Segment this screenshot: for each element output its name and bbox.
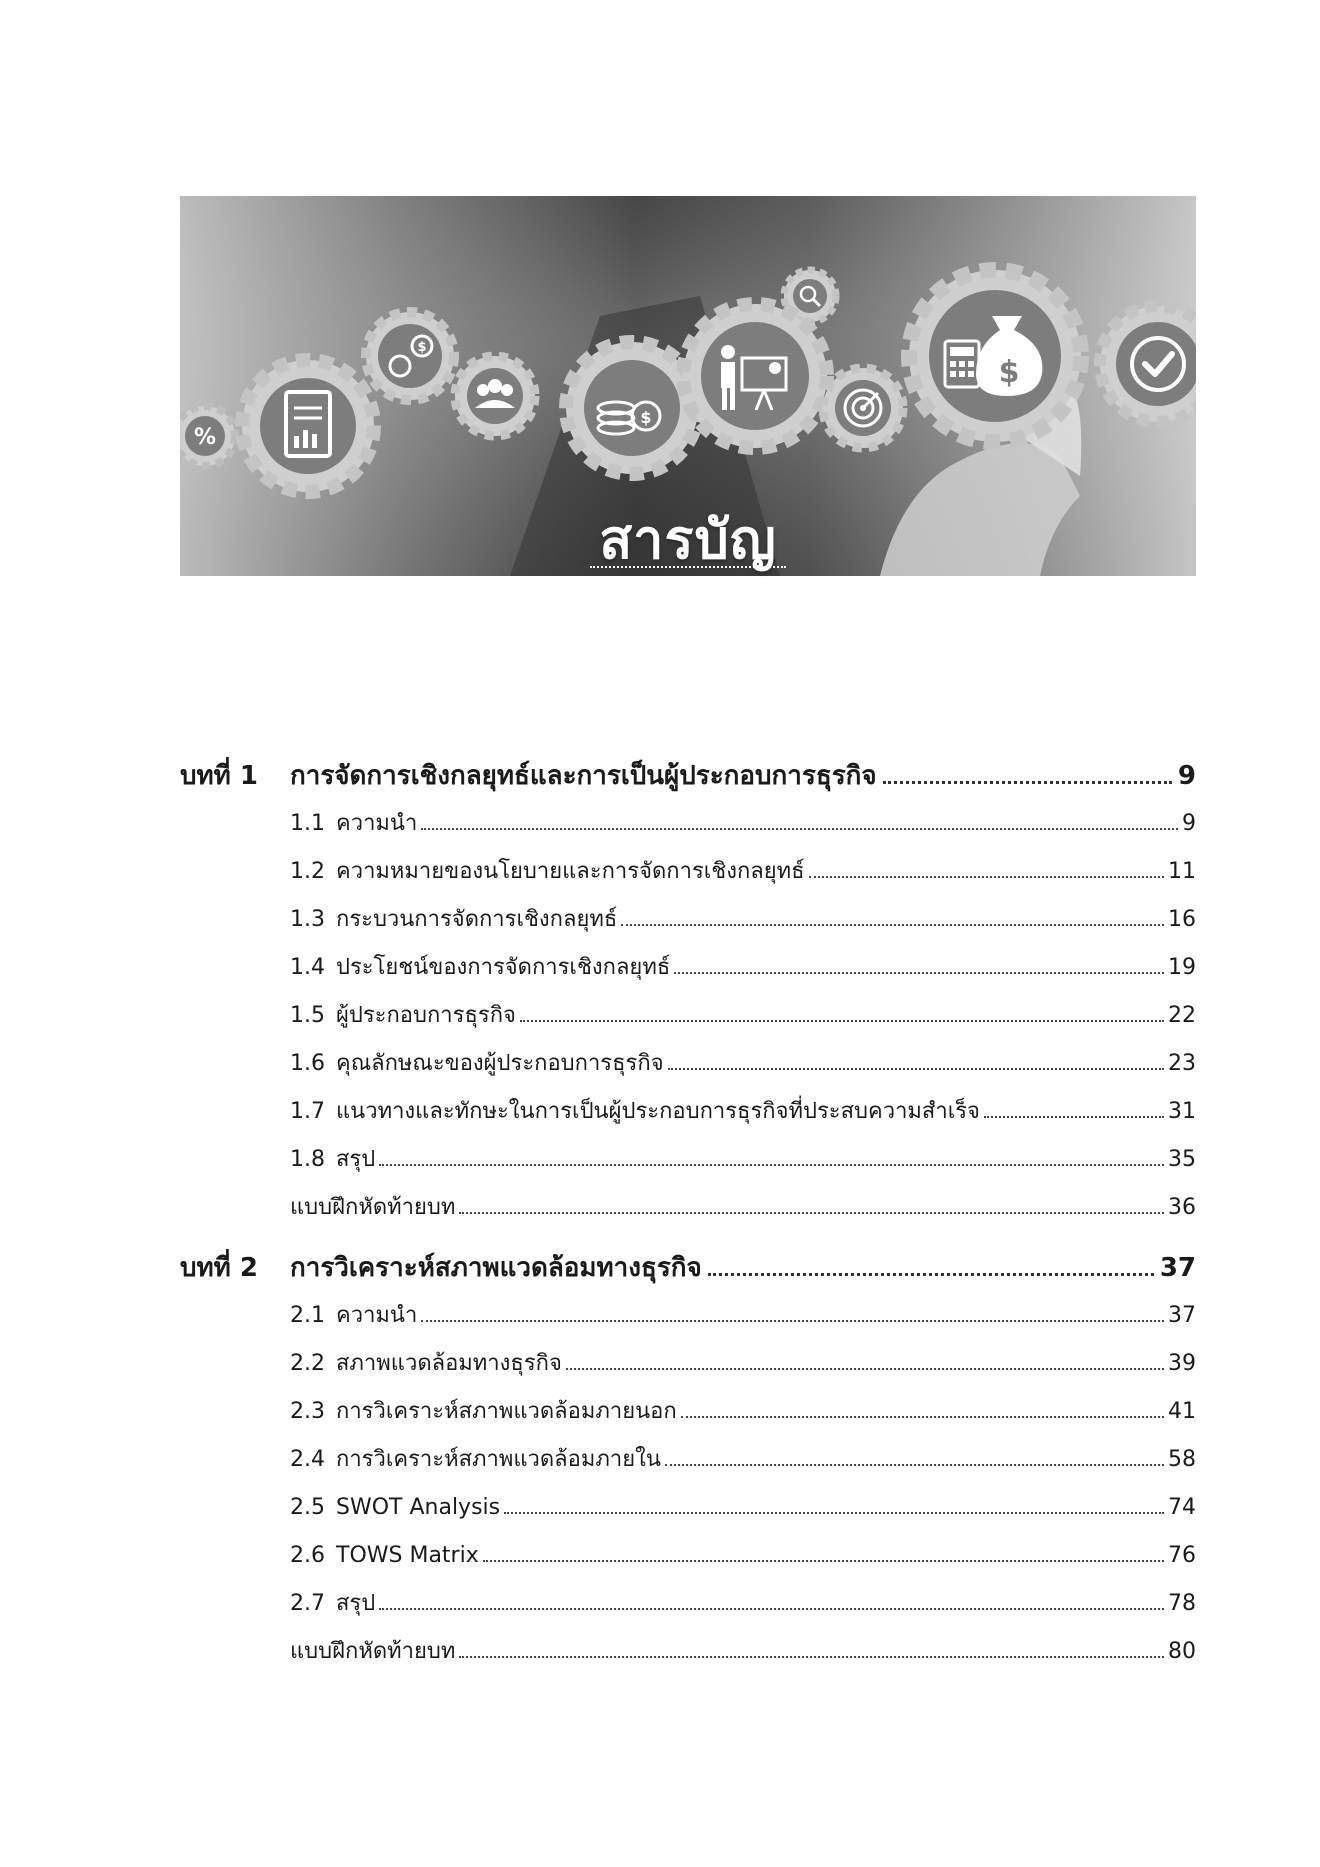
dot-leader — [566, 1368, 1164, 1370]
dot-leader — [421, 1320, 1164, 1322]
page-title: สารบัญ — [599, 508, 777, 571]
dot-leader — [379, 1164, 1164, 1166]
entry-title: ผู้ประกอบการธุรกิจ — [336, 1003, 516, 1028]
entry-title: ความนำ — [336, 1303, 418, 1328]
entry-page-number: 76 — [1168, 1543, 1196, 1568]
dot-leader — [459, 1212, 1164, 1214]
entry-number: 1.3 — [290, 907, 325, 932]
entry-number: 1.2 — [290, 859, 325, 884]
chapter-number: บทที่ 1 — [180, 761, 258, 791]
header-banner — [180, 196, 1196, 576]
dot-leader — [459, 1656, 1164, 1658]
svg-text:$: $ — [998, 355, 1020, 390]
entry-page-number: 78 — [1168, 1591, 1196, 1616]
clipboard-chart-icon — [242, 360, 374, 492]
dot-leader — [621, 924, 1164, 926]
entry-page-number: 74 — [1168, 1495, 1196, 1520]
entry-number: 1.8 — [290, 1147, 325, 1172]
dot-leader — [379, 1608, 1164, 1610]
entry-page-number: 22 — [1168, 1003, 1196, 1028]
toc-chapter — [180, 752, 1196, 1232]
chapter-title: การจัดการเชิงกลยุทธ์และการเป็นผู้ประกอบการธุรกิจ — [290, 761, 877, 791]
toc-entry[interactable] — [290, 1184, 1196, 1232]
chapter-page-number: 37 — [1159, 1253, 1196, 1283]
entry-title: สรุป — [336, 1147, 376, 1172]
chapter-number: บทที่ 2 — [180, 1253, 258, 1283]
toc-entry[interactable] — [290, 800, 1196, 848]
svg-text:%: % — [193, 425, 217, 450]
toc-entry[interactable] — [290, 848, 1196, 896]
toc-entry[interactable] — [290, 1292, 1196, 1340]
toc-entry[interactable] — [290, 1532, 1196, 1580]
entry-page-number: 19 — [1168, 955, 1196, 980]
entry-title: สภาพแวดล้อมทางธุรกิจ — [336, 1351, 562, 1376]
entry-page-number: 9 — [1182, 811, 1196, 836]
entry-page-number: 58 — [1168, 1447, 1196, 1472]
toc-entry-list — [290, 800, 1196, 1232]
entry-title: ความนำ — [336, 811, 418, 836]
dot-leader — [668, 1068, 1164, 1070]
entry-number: 2.7 — [290, 1591, 325, 1616]
entry-number: 1.4 — [290, 955, 325, 980]
entry-page-number: 36 — [1168, 1195, 1196, 1220]
toc-entry[interactable] — [290, 1388, 1196, 1436]
entry-title: TOWS Matrix — [336, 1543, 479, 1568]
svg-text:$: $ — [640, 408, 652, 427]
chapter-heading[interactable] — [180, 752, 1196, 800]
entry-number: 2.1 — [290, 1303, 325, 1328]
entry-title: คุณลักษณะของผู้ประกอบการธุรกิจ — [336, 1051, 664, 1076]
chapter-page-number: 9 — [1177, 761, 1196, 791]
toc-entry[interactable] — [290, 1136, 1196, 1184]
entry-page-number: 16 — [1168, 907, 1196, 932]
team-icon — [455, 356, 535, 436]
toc-entry[interactable] — [290, 1040, 1196, 1088]
entry-number: 2.2 — [290, 1351, 325, 1376]
entry-title: แบบฝึกหัดท้ายบท — [290, 1639, 456, 1664]
entry-title: แบบฝึกหัดท้ายบท — [290, 1195, 456, 1220]
entry-page-number: 37 — [1168, 1303, 1196, 1328]
entry-title: สรุป — [336, 1591, 376, 1616]
dot-leader — [681, 1416, 1164, 1418]
entry-page-number: 80 — [1168, 1639, 1196, 1664]
svg-text:$: $ — [417, 340, 427, 355]
entry-page-number: 41 — [1168, 1399, 1196, 1424]
toc-entry[interactable] — [290, 1628, 1196, 1676]
entry-page-number: 31 — [1168, 1099, 1196, 1124]
dot-leader — [421, 828, 1178, 830]
dot-leader — [483, 1560, 1164, 1562]
dot-leader — [674, 972, 1164, 974]
chapter-heading[interactable] — [180, 1244, 1196, 1292]
entry-page-number: 39 — [1168, 1351, 1196, 1376]
toc-entry[interactable] — [290, 896, 1196, 944]
toc-entry[interactable] — [290, 1580, 1196, 1628]
dot-leader — [665, 1464, 1164, 1466]
entry-number: 2.6 — [290, 1543, 325, 1568]
entry-number: 1.6 — [290, 1051, 325, 1076]
entry-title: ความหมายของนโยบายและการจัดการเชิงกลยุทธ์ — [336, 859, 805, 884]
toc-entry[interactable] — [290, 1436, 1196, 1484]
entry-page-number: 11 — [1168, 859, 1196, 884]
entry-number: 2.4 — [290, 1447, 325, 1472]
dot-leader — [708, 1273, 1154, 1276]
money-bag-calculator-icon — [909, 270, 1081, 442]
dot-leader — [883, 781, 1172, 784]
entry-page-number: 23 — [1168, 1051, 1196, 1076]
time-money-icon — [366, 312, 454, 400]
entry-number: 1.7 — [290, 1099, 325, 1124]
entry-page-number: 35 — [1168, 1147, 1196, 1172]
toc-entry[interactable] — [290, 1340, 1196, 1388]
table-of-contents — [180, 752, 1196, 1688]
toc-entry[interactable] — [290, 944, 1196, 992]
title-underline — [590, 566, 786, 568]
dot-leader — [520, 1020, 1164, 1022]
entry-number: 2.3 — [290, 1399, 325, 1424]
entry-title: การวิเคราะห์สภาพแวดล้อมภายใน — [336, 1447, 661, 1472]
entry-title: การวิเคราะห์สภาพแวดล้อมภายนอก — [336, 1399, 677, 1424]
chapter-title: การวิเคราะห์สภาพแวดล้อมทางธุรกิจ — [290, 1253, 702, 1283]
dot-leader — [504, 1512, 1164, 1514]
toc-entry[interactable] — [290, 992, 1196, 1040]
entry-number: 1.5 — [290, 1003, 325, 1028]
entry-title: ประโยชน์ของการจัดการเชิงกลยุทธ์ — [336, 955, 671, 980]
toc-entry-list — [290, 1292, 1196, 1676]
toc-entry[interactable] — [290, 1088, 1196, 1136]
dot-leader — [809, 876, 1164, 878]
target-icon — [823, 368, 903, 448]
dot-leader — [984, 1116, 1164, 1118]
entry-title: กระบวนการจัดการเชิงกลยุทธ์ — [336, 907, 618, 932]
toc-entry[interactable] — [290, 1484, 1196, 1532]
entry-title: SWOT Analysis — [336, 1495, 501, 1520]
entry-number: 1.1 — [290, 811, 325, 836]
presenter-icon — [683, 304, 827, 448]
entry-number: 2.5 — [290, 1495, 325, 1520]
toc-chapter — [180, 1244, 1196, 1676]
entry-title: แนวทางและทักษะในการเป็นผู้ประกอบการธุรกิจที่ประสบความสำเร็จ — [336, 1099, 980, 1124]
